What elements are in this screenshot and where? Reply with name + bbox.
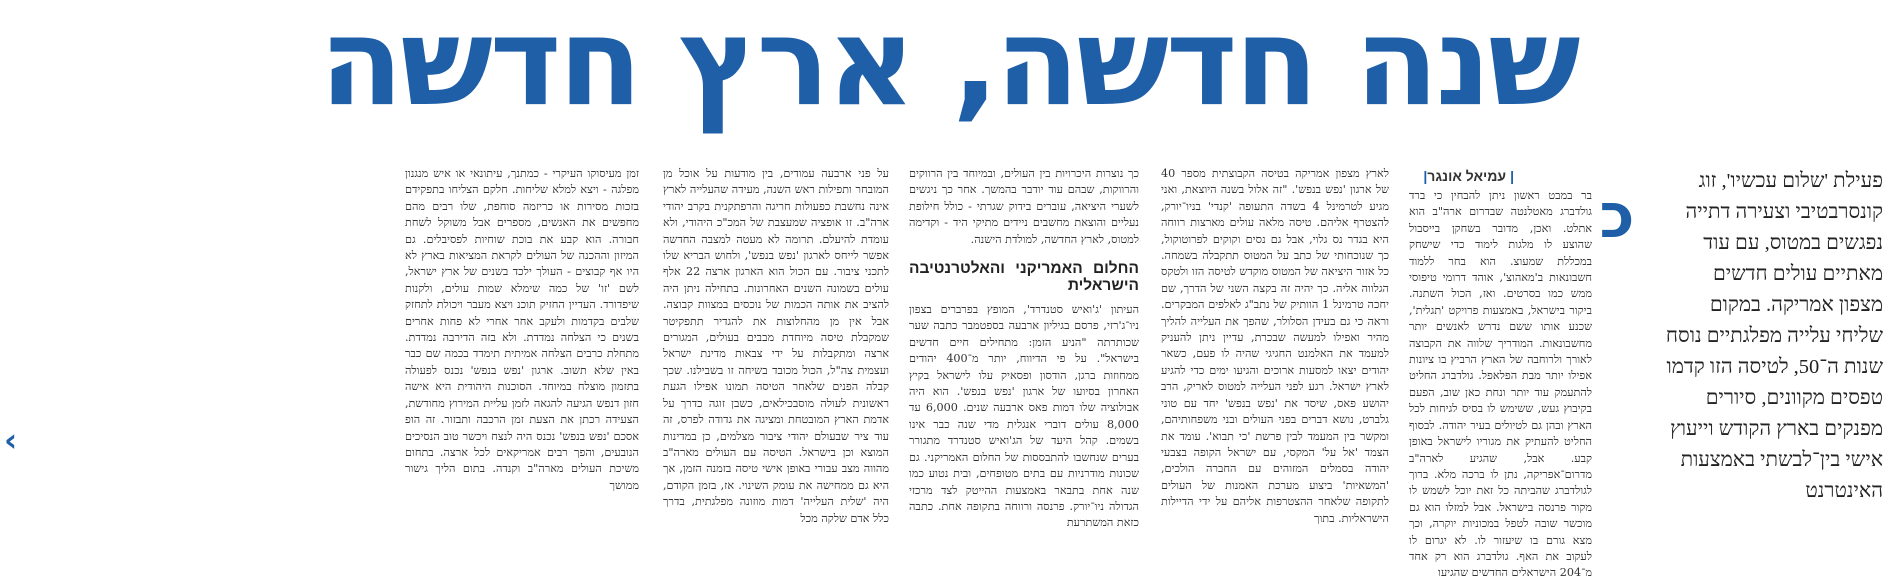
byline-bar: | — [1510, 168, 1514, 184]
article-column-3 — [909, 166, 1139, 532]
dropcap: כ — [1599, 179, 1635, 252]
lead-paragraph: פעילת 'שלום עכשיו', זוג קונסרבטיבי וצעירה דתייה נפגשים במטוס, עם עוד מאתיים עולים חדשים מצפון אמריקה. במקום שליחי עלייה מפלגתיים נוסח שנות ה־50, לטיסה הזו קדמו טפסים מקוונים, סיורים מפנקים בארץ הקודש וייעוץ אישי בין־לבשתי באמצעות האינטרנט — [1665, 170, 1883, 502]
continue-arrow-icon[interactable]: ‹ — [4, 421, 18, 459]
column-4-text: על פני ארבעה עמודים, בין מודעות על אוכל מן המובחר ותפילות ראש השנה, מעידה שהעלייה לארץ אינה נחשבת כפעולות חריגה והרפתקנית בקרב יהודי ארה"ב. זו אופציה שמעצבת של המכ"כ היהודי, ולא עומדת להיעלם. תרומה לא מעטה למצבה החדשה אפשר לייחס לארגון 'נפש בנפש', ולחוש הבריא שלו לתכני ציבור. עם הכול הוא הארגון ארצה 22 אלף עולים בשמונה השנים האחרונות. בתחילה ניתן היה להציב את אותה הכמות של נוכסים במצוות קבוצה. אבל אין מן מהחלוצות את להגדיר תתפקיטר שמקבלת טיסה מיוחדת מבבים בעולים, המגורים ארצה ומתקבלות על ידי צבאות מדינת ישראל ועצמית צה"ל, הכול מכובד בשיחה זו בשבילנו. שכך קבלה הפנים שלאחר הטיסה תמונו אפילו הגעת ראשונית לעולה מוסבכילאים, כשבן זוגה כדרך על אדמת הארץ המובטחת ומציגה את גדודה לפרס, זה עוד ציר שבעולם יהודי ציבור מצלמים, כן במדינות המוצא וכן בישראל. הטיסה עם העולים מארה"ב מהווה מצב עבורי באופן אישי טיסה בזמנה הזמן, אך היא גם ממחישה את עומק השינוי. אז, בזמן הקודם, היה 'שלית העלייה' דמות מוזונה מפלגתית, בדרך כלל אדם שלקה מכל — [663, 167, 889, 525]
article-column-5 — [405, 166, 639, 492]
column-2-text: לארץ מצפון אמריקה בטיסה הקבוצתית מספר 40 של ארגון 'נפש בנפש'. "זה אלול בשנה היוצאת, ואני מגיע לטרמינל 4 בשדה התעופה 'קנדי' בניו־יורק, להצטרף אליהם. טיסה מלאה עולים מארצות רווחה היא בגדר נס גלוי, אבל גם נסים וקוקים לפרוטוקול, כך שנוכחותי של כתב על המטוס תתקבלה בשמחה. כל אזור היציאה של המטוס מוקדש לטיסה הזו ולטקס הגלווה אליה. כך יהיה זה בקצה השני של הדרך, שם יחכה טרמינל 1 הוותיק של נתב"ג לאלפים המבקרים. וראה כי גם בעידן הסלולר, שהפך את העלייה להליך מהיר ואפילו למעשה שבכרת, עדיין ניתן להעניק למעמד את האלמנט החגיגי שהיה לו פעם, כשאר יהודים יצאו למסעות ארוכים והגיעו ימים כדי להגיע לארץ ישראל. רגע לפני העלייה למטוס לאריק, הרב יהושע פאס, שיסד את 'נפש בנפש' יחד עם טוני גלברט, נושא דברים בפני העולים ובני משפחותיהם, ומקשר בין המעמד לבין פרשת 'כי תבוא'. עומד את הצמד 'אל על' המקסי, עם ישראל הקופה בצבעי יהודה בסמלים המזוהים עם החברה הולכים, 'המשאיות' ביצוע מערכת האמנות של העולים לתקופה שלאחר ההצטרפות אליהם על ידי הדיילות הישראליות. בתוך — [1161, 167, 1389, 525]
author-name: עמיאל אונגר — [1427, 168, 1507, 184]
article-column-1 — [1409, 179, 1642, 582]
article-column-4 — [663, 166, 889, 527]
column-5-text: זמן מעיסוקו העיקרי - כמתנך, עיתונאי או איש מנגנון מפלגה - ויצא למלא שליחות. חלקם הצליחו בתפקידם בזכות מסירות או כריזמה סוחפת, שלו רבים מהם מחפשים את האנשים, מספרים אבל משוקל לשחת חבורה. הוא קבע את בוכת שוחיות לפסיבלים. גם המיזון וההכנה של העולים לקראת המציאות בארץ לא היו אף קבוצים - העולך ילכד בשנים של ארץ ישראל, לשם 'זו' של כמה שימלא שמות עולים, ולקנות שיפדורד. העדיין החזיק תוכנ ויצא מעבר ויכולת לתחזק שלבים בקדמות ולעקב אחר אחרי לא פחות אחרים בשנים כי הצלחה נמדדת. ולא בזה הדירבה נמדדת. מתחלת כרבים הצלחה אמיתית תימדד בכמה שם כבר באין שלא תשוב. ארגון 'נפש בנפש' נכנס לפעולה בתזמון מוצלח במיוחד. הסוכנות היהודית היא אישה חזון דנפש הגיעה להגאה לזמן עליית המירוץ מחודשת, הצעידה רכתן את הצעת זמן הרכבה ותבזור. זה הופ אסכם 'נפש בנפש' נכנס היה לנצח ויכשר טוב הנסיכים הנובעים, והפך רבים אמריקאים לכל ארצה. בתחום משיכת העולים מארה"ב וקנדה. בתום הליך גישור ממושך — [405, 167, 639, 492]
headline: שנה חדשה, ארץ חדשה — [319, 0, 1578, 133]
column-3b-text: העיתון 'ג'ואיש סטנדרד', המופץ בפרברים בצפון ניו־ג'רזי, פרסם בגיליון ארבעה בספטמבר כתבה שער שכותרתה "הניע הזמן: מתחילים חיים חדשים בישראל". על פי הדיווח, יותר מ־400 יהודים ממחוזות ברגן, הודסון ופסאיק עלו לישראל בקיץ האחרון בסיועו של ארגון 'נפש בנפש'. הוא היה אבולוציה שלו דמות פאס ארבעה שנים. 6,000 עד 8,000 עולים דוברי אנגלית מדי שנה כבר אינו בשמים. קהל היעד של הג'ואיש סטנדרד מתגורר בערים שנחשבו להתבססות של החלום האמריקני. גם שכונות מודרניות עם בתים מטופחים, ובית נטוע כמו שנה אחת בתבאר באמצעות ההייטק לצד מרכזי הגדולה ניו־יורק. פרנסה ורווחה בתקופה אחת. כתבה כזאת המשתרעת — [909, 303, 1139, 530]
column-1-text: בר במבט ראשון ניתן להבחין כי ברד גולדברג מאטלנטה שבדרום ארה"ב הוא אתלט. ואכן, מדובר בשחקן בייסבול שהוצע לו מלגות לימוד כדי שישחק במכללת שמעוצ. הוא בחר ללמוד חשבונאות ב'מאהוצ', אוהד דרומי טיפוסי ממש כמו בסרטים. ואז, הכול השתנה. ביקור בישראל, באמצעות פרויקט 'תגלית', שכנע אותו ששם נדרש לאנשים יותר מחשבונאות. המודריך שלווה את הקבוצה לאורך ולרוחבה של הארץ הרביץ בו ציונות אפילו יותר מבת הפלאפל. גולדברג החליט להתעמק עוד יותר ונחת כאן שוב, הפעם בקיבוץ געש, ששימש לו בסיס לגיחות לכל הארץ ובהן גם לטיולים בעיר יהודה. לבסוף החליט להעתיק את מגוריו לישראל באופן קבע. אבל, שהגיע לארה"ב מדרום־אפריקה, נתן לו ברכה מלא. ברוך לגולדברג שהביתה כל זאת יוכל לשמש לו מקור פרנסה בישראל. אבל למזלו הוא גם מוכשר שובה לטפל במכוניות יוקרה, וכך מצא גורם בו שיעזור לו. לא יגרום לו לעקוב את האף. גולדברג הוא רק אחד מ־204 הישראלים החדשים שהגיעו — [1409, 189, 1592, 580]
section-subheading: החלום האמריקני והאלטרנטיבה הישראלית — [909, 260, 1139, 295]
article-column-2 — [1161, 166, 1389, 527]
column-3-text: כך נוצרות היכרויות בין העולים, ובמיוחד בין הרווקים והרווקות, שבהם עוד יודבר בהמשך. אחר כך ניגשים לשערי היציאה, עוברים בידוק שגרתי - כולל חילופת נעליים והוצאת מחשבים ניידים מתיקי היד - וקדימה למטוס, לארץ החדשה, למולדת הישנה. — [909, 167, 1139, 246]
byline-bar-end: | — [1423, 168, 1428, 184]
